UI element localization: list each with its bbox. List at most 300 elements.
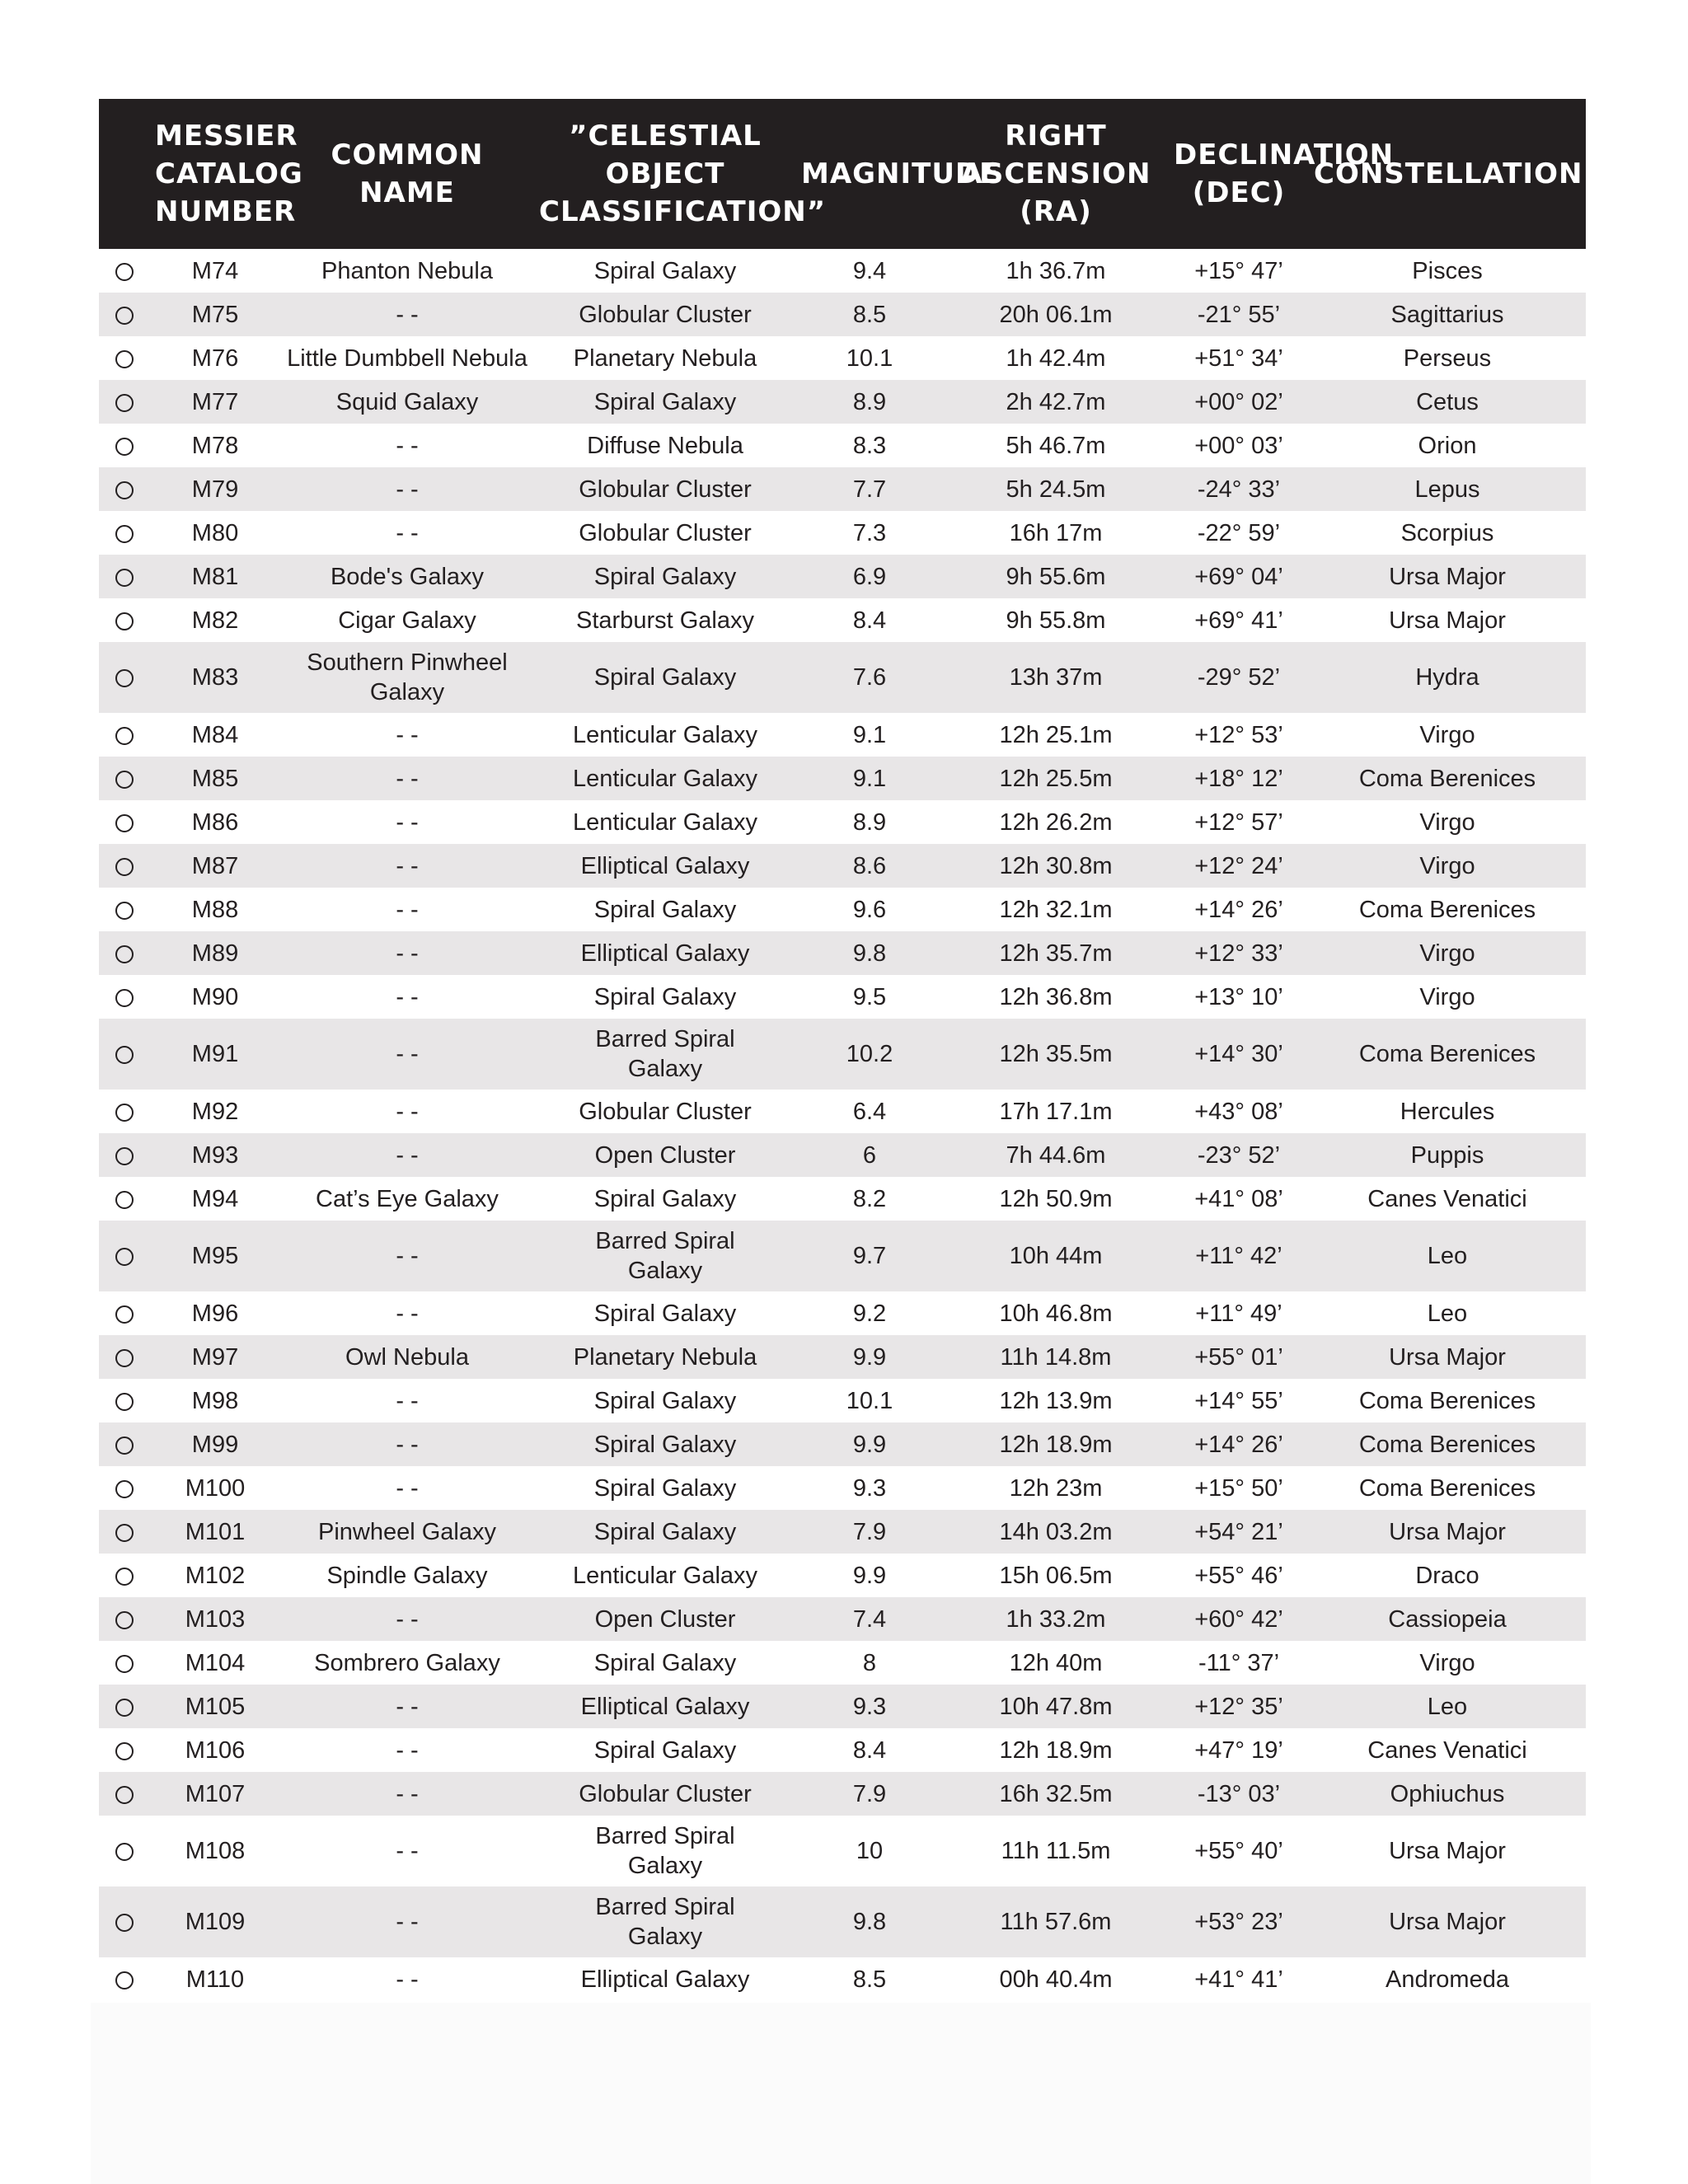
magnitude-cell: 9.3 — [852, 1693, 887, 1720]
messier-number-cell: M90 — [191, 983, 239, 1010]
right-ascension-cell: 12h 18.9m — [999, 1736, 1113, 1764]
messier-number-cell: M77 — [191, 388, 239, 415]
right-ascension-cell: 12h 13.9m — [999, 1387, 1113, 1414]
declination-cell: +15° 50’ — [1194, 1474, 1283, 1502]
observed-checkbox-icon[interactable] — [115, 1191, 134, 1209]
classification-cell: Barred Spiral Galaxy — [595, 1823, 735, 1879]
declination-cell: +69° 41’ — [1194, 607, 1283, 634]
declination-cell: +41° 41’ — [1194, 1966, 1283, 1993]
declination-cell: +14° 26’ — [1194, 1431, 1283, 1458]
right-ascension-cell: 14h 03.2m — [999, 1518, 1113, 1545]
checkbox-cell — [99, 1177, 150, 1221]
classification-cell: Spiral Galaxy — [593, 257, 737, 284]
table-row — [99, 844, 1586, 888]
messier-number-cell: M78 — [191, 432, 239, 459]
common-name-cell: - - — [396, 940, 419, 967]
declination-cell: -23° 52’ — [1197, 1141, 1281, 1169]
declination-cell: +14° 26’ — [1194, 896, 1283, 923]
common-name-cell: - - — [396, 1736, 419, 1764]
observed-checkbox-icon[interactable] — [115, 481, 134, 499]
common-name-cell: Cat’s Eye Galaxy — [316, 1185, 499, 1212]
table-row — [99, 1422, 1586, 1466]
classification-cell: Diffuse Nebula — [587, 432, 743, 459]
magnitude-cell: 6 — [862, 1141, 877, 1169]
messier-number-cell: M88 — [191, 896, 239, 923]
checkbox-cell — [99, 1597, 150, 1641]
messier-number-cell: M91 — [191, 1041, 239, 1067]
constellation-cell: Canes Venatici — [1367, 1736, 1527, 1764]
classification-cell: Lenticular Galaxy — [572, 808, 758, 836]
constellation-cell: Ursa Major — [1389, 1838, 1506, 1864]
constellation-cell: Cassiopeia — [1388, 1605, 1507, 1633]
magnitude-cell: 8.6 — [852, 852, 887, 879]
table-row — [99, 1641, 1586, 1685]
magnitude-cell: 9.4 — [852, 257, 887, 284]
observed-checkbox-icon[interactable] — [115, 1248, 134, 1266]
messier-number-cell: M93 — [191, 1141, 239, 1169]
table-row — [99, 336, 1586, 380]
messier-number-cell: M104 — [185, 1649, 246, 1676]
declination-cell: +18° 12’ — [1194, 765, 1283, 792]
observed-checkbox-icon[interactable] — [115, 1524, 134, 1542]
observed-checkbox-icon[interactable] — [115, 438, 134, 456]
checkbox-cell — [99, 1335, 150, 1379]
common-name-cell: - - — [396, 1041, 419, 1067]
header-constellation: CONSTELLATION — [1314, 157, 1583, 190]
constellation-cell: Coma Berenices — [1358, 1474, 1536, 1502]
declination-cell: +12° 33’ — [1194, 940, 1283, 967]
messier-number-cell: M100 — [185, 1474, 246, 1502]
constellation-cell: Cetus — [1416, 388, 1479, 415]
constellation-cell: Andromeda — [1386, 1966, 1509, 1993]
observed-checkbox-icon[interactable] — [115, 1971, 134, 1990]
magnitude-cell: 8 — [862, 1649, 877, 1676]
right-ascension-cell: 11h 57.6m — [1000, 1909, 1112, 1935]
declination-cell: +15° 47’ — [1194, 257, 1283, 284]
observed-checkbox-icon[interactable] — [115, 1147, 134, 1165]
magnitude-cell: 8.9 — [852, 808, 887, 836]
checkbox-cell — [99, 757, 150, 800]
right-ascension-cell: 12h 50.9m — [999, 1185, 1113, 1212]
checkbox-cell — [99, 1641, 150, 1685]
common-name-cell: - - — [396, 519, 419, 546]
constellation-cell: Coma Berenices — [1358, 1431, 1536, 1458]
declination-cell: +12° 24’ — [1194, 852, 1283, 879]
header-right-ascension: RIGHT ASCENSION (RA) — [960, 120, 1151, 228]
messier-number-cell: M79 — [191, 476, 239, 503]
table-row — [99, 1816, 1586, 1886]
declination-cell: +51° 34’ — [1194, 344, 1283, 372]
declination-cell: -11° 37’ — [1198, 1649, 1280, 1676]
common-name-cell: - - — [396, 1605, 419, 1633]
classification-cell: Elliptical Galaxy — [580, 1966, 750, 1993]
classification-cell: Elliptical Galaxy — [580, 852, 750, 879]
right-ascension-cell: 12h 32.1m — [999, 896, 1113, 923]
table-row — [99, 975, 1586, 1019]
page-footer-shade — [91, 2003, 1591, 2184]
magnitude-cell: 8.3 — [852, 432, 887, 459]
messier-number-cell: M108 — [185, 1838, 246, 1864]
right-ascension-cell: 12h 23m — [1009, 1474, 1103, 1502]
messier-number-cell: M110 — [185, 1966, 245, 1993]
header-common-name: COMMON NAME — [331, 138, 484, 209]
observed-checkbox-icon[interactable] — [115, 1480, 134, 1498]
common-name-cell: - - — [396, 1966, 419, 1993]
common-name-cell: - - — [396, 301, 419, 328]
classification-cell: Spiral Galaxy — [593, 1387, 737, 1414]
observed-checkbox-icon[interactable] — [115, 989, 134, 1007]
declination-cell: +12° 35’ — [1194, 1693, 1283, 1720]
magnitude-cell: 9.9 — [852, 1343, 887, 1371]
constellation-cell: Canes Venatici — [1367, 1185, 1527, 1212]
table-row — [99, 1886, 1586, 1957]
common-name-cell: - - — [396, 1909, 419, 1935]
right-ascension-cell: 9h 55.6m — [1006, 563, 1106, 590]
right-ascension-cell: 11h 11.5m — [1001, 1838, 1111, 1864]
magnitude-cell: 10.1 — [846, 1387, 893, 1414]
magnitude-cell: 8.4 — [852, 607, 887, 634]
common-name-cell: - - — [396, 476, 419, 503]
right-ascension-cell: 12h 40m — [1009, 1649, 1103, 1676]
observed-checkbox-icon[interactable] — [115, 1611, 134, 1629]
messier-number-cell: M106 — [185, 1736, 246, 1764]
declination-cell: +53° 23’ — [1194, 1909, 1283, 1935]
observed-checkbox-icon[interactable] — [115, 1786, 134, 1804]
observed-checkbox-icon[interactable] — [115, 263, 134, 281]
right-ascension-cell: 12h 25.1m — [999, 721, 1113, 748]
magnitude-cell: 8.2 — [852, 1185, 887, 1212]
messier-number-cell: M96 — [191, 1300, 239, 1327]
checkbox-cell — [99, 467, 150, 511]
messier-number-cell: M105 — [185, 1693, 246, 1720]
magnitude-cell: 7.9 — [852, 1780, 887, 1807]
checkbox-cell — [99, 336, 150, 380]
messier-number-cell: M107 — [185, 1780, 246, 1807]
right-ascension-cell: 1h 42.4m — [1006, 344, 1106, 372]
declination-cell: -13° 03’ — [1197, 1780, 1281, 1807]
right-ascension-cell: 5h 46.7m — [1006, 432, 1106, 459]
right-ascension-cell: 20h 06.1m — [999, 301, 1113, 328]
right-ascension-cell: 12h 26.2m — [999, 808, 1113, 836]
magnitude-cell: 9.5 — [852, 983, 887, 1010]
classification-cell: Spiral Galaxy — [593, 1736, 737, 1764]
table-row — [99, 1090, 1586, 1133]
declination-cell: +14° 55’ — [1194, 1387, 1283, 1414]
header-check — [99, 99, 150, 249]
declination-cell: +54° 21’ — [1194, 1518, 1283, 1545]
classification-cell: Globular Cluster — [579, 301, 752, 328]
checkbox-cell — [99, 1133, 150, 1177]
right-ascension-cell: 10h 46.8m — [999, 1300, 1113, 1327]
common-name-cell: Cigar Galaxy — [338, 607, 476, 634]
table-row — [99, 598, 1586, 642]
right-ascension-cell: 12h 25.5m — [999, 765, 1113, 792]
right-ascension-cell: 1h 36.7m — [1006, 257, 1106, 284]
classification-cell: Spiral Galaxy — [593, 1474, 737, 1502]
messier-number-cell: M102 — [185, 1562, 246, 1589]
observed-checkbox-icon[interactable] — [115, 1305, 134, 1324]
messier-number-cell: M101 — [185, 1518, 246, 1545]
classification-cell: Elliptical Galaxy — [580, 940, 750, 967]
observed-checkbox-icon[interactable] — [115, 1568, 134, 1586]
constellation-cell: Draco — [1415, 1562, 1479, 1589]
table-row — [99, 1597, 1586, 1641]
observed-checkbox-icon[interactable] — [115, 394, 134, 412]
checkbox-cell — [99, 1957, 150, 2001]
table-row — [99, 293, 1586, 336]
magnitude-cell: 9.2 — [852, 1300, 887, 1327]
right-ascension-cell: 13h 37m — [1009, 664, 1103, 691]
observed-checkbox-icon[interactable] — [115, 1655, 134, 1673]
constellation-cell: Perseus — [1403, 344, 1492, 372]
magnitude-cell: 10.2 — [846, 1041, 893, 1067]
classification-cell: Globular Cluster — [579, 1098, 752, 1125]
common-name-cell: Sombrero Galaxy — [314, 1649, 500, 1676]
common-name-cell: - - — [396, 1141, 419, 1169]
constellation-cell: Virgo — [1419, 1649, 1475, 1676]
observed-checkbox-icon[interactable] — [115, 1843, 134, 1861]
messier-number-cell: M80 — [191, 519, 239, 546]
right-ascension-cell: 17h 17.1m — [999, 1098, 1113, 1125]
observed-checkbox-icon[interactable] — [115, 1349, 134, 1367]
classification-cell: Planetary Nebula — [573, 344, 757, 372]
observed-checkbox-icon[interactable] — [115, 307, 134, 325]
observed-checkbox-icon[interactable] — [115, 612, 134, 630]
messier-number-cell: M95 — [191, 1243, 239, 1269]
magnitude-cell: 7.9 — [852, 1518, 887, 1545]
declination-cell: +41° 08’ — [1194, 1185, 1283, 1212]
common-name-cell: - - — [396, 896, 419, 923]
right-ascension-cell: 2h 42.7m — [1006, 388, 1106, 415]
classification-cell: Spiral Galaxy — [593, 1431, 737, 1458]
common-name-cell: - - — [396, 1300, 419, 1327]
messier-number-cell: M103 — [185, 1605, 246, 1633]
table-row — [99, 1133, 1586, 1177]
table-row — [99, 1957, 1586, 2001]
declination-cell: +00° 03’ — [1194, 432, 1283, 459]
classification-cell: Spiral Galaxy — [593, 563, 737, 590]
observed-checkbox-icon[interactable] — [115, 858, 134, 876]
constellation-cell: Lepus — [1414, 476, 1480, 503]
magnitude-cell: 6.9 — [852, 563, 887, 590]
common-name-cell: - - — [396, 721, 419, 748]
constellation-cell: Hydra — [1415, 664, 1479, 691]
messier-number-cell: M97 — [191, 1343, 239, 1371]
checkbox-cell — [99, 1772, 150, 1816]
declination-cell: +11° 42’ — [1195, 1243, 1282, 1269]
magnitude-cell: 8.5 — [852, 301, 887, 328]
constellation-cell: Leo — [1427, 1243, 1468, 1269]
table-row — [99, 713, 1586, 757]
right-ascension-cell: 12h 30.8m — [999, 852, 1113, 879]
constellation-cell: Ursa Major — [1389, 607, 1506, 634]
constellation-cell: Ursa Major — [1389, 1343, 1506, 1371]
observed-checkbox-icon[interactable] — [115, 1914, 134, 1932]
observed-checkbox-icon[interactable] — [115, 727, 134, 745]
classification-cell: Globular Cluster — [579, 519, 752, 546]
checkbox-cell — [99, 888, 150, 931]
messier-number-cell: M74 — [191, 257, 239, 284]
constellation-cell: Leo — [1427, 1693, 1468, 1720]
observed-checkbox-icon[interactable] — [115, 1699, 134, 1717]
classification-cell: Spiral Galaxy — [593, 983, 737, 1010]
declination-cell: -21° 55’ — [1197, 301, 1281, 328]
messier-number-cell: M85 — [191, 765, 239, 792]
observed-checkbox-icon[interactable] — [115, 669, 134, 687]
observed-checkbox-icon[interactable] — [115, 902, 134, 920]
right-ascension-cell: 1h 33.2m — [1006, 1605, 1106, 1633]
constellation-cell: Pisces — [1412, 257, 1483, 284]
classification-cell: Spiral Galaxy — [593, 1518, 737, 1545]
classification-cell: Spiral Galaxy — [593, 388, 737, 415]
observed-checkbox-icon[interactable] — [115, 350, 134, 368]
magnitude-cell: 10 — [856, 1838, 884, 1864]
magnitude-cell: 9.9 — [852, 1431, 887, 1458]
common-name-cell: Phanton Nebula — [321, 257, 493, 284]
observed-checkbox-icon[interactable] — [115, 945, 134, 963]
classification-cell: Open Cluster — [594, 1141, 736, 1169]
table-row — [99, 249, 1586, 293]
constellation-cell: Ursa Major — [1389, 563, 1506, 590]
messier-number-cell: M86 — [191, 808, 239, 836]
magnitude-cell: 7.6 — [852, 664, 887, 691]
magnitude-cell: 9.1 — [852, 721, 887, 748]
observed-checkbox-icon[interactable] — [115, 1436, 134, 1455]
checkbox-cell — [99, 1379, 150, 1422]
observed-checkbox-icon[interactable] — [115, 814, 134, 832]
observed-checkbox-icon[interactable] — [115, 569, 134, 587]
common-name-cell: - - — [396, 1098, 419, 1125]
header-classification: ”CELESTIAL OBJECT CLASSIFICATION” — [539, 120, 827, 228]
right-ascension-cell: 15h 06.5m — [999, 1562, 1113, 1589]
header-magnitude: MAGNITUDE — [801, 157, 1000, 190]
header-declination: DECLINATION (DEC) — [1174, 138, 1395, 209]
checkbox-cell — [99, 800, 150, 844]
observed-checkbox-icon[interactable] — [115, 771, 134, 789]
observed-checkbox-icon[interactable] — [115, 1742, 134, 1760]
common-name-cell: - - — [396, 852, 419, 879]
constellation-cell: Virgo — [1419, 808, 1475, 836]
table-header-row — [99, 99, 1586, 249]
common-name-cell: Bode's Galaxy — [330, 563, 485, 590]
constellation-cell: Sagittarius — [1390, 301, 1504, 328]
common-name-cell: - - — [396, 432, 419, 459]
table-row — [99, 555, 1586, 598]
table-row — [99, 1554, 1586, 1597]
checkbox-cell — [99, 844, 150, 888]
classification-cell: Globular Cluster — [579, 476, 752, 503]
magnitude-cell: 8.9 — [852, 388, 887, 415]
messier-number-cell: M76 — [191, 344, 239, 372]
constellation-cell: Virgo — [1419, 983, 1475, 1010]
table-row — [99, 1335, 1586, 1379]
right-ascension-cell: 12h 18.9m — [999, 1431, 1113, 1458]
checkbox-cell — [99, 1090, 150, 1133]
classification-cell: Spiral Galaxy — [593, 896, 737, 923]
constellation-cell: Hercules — [1400, 1098, 1495, 1125]
classification-cell: Lenticular Galaxy — [572, 765, 758, 792]
declination-cell: +14° 30’ — [1194, 1041, 1283, 1067]
right-ascension-cell: 00h 40.4m — [999, 1966, 1113, 1993]
right-ascension-cell: 16h 17m — [1009, 519, 1103, 546]
constellation-cell: Leo — [1427, 1300, 1468, 1327]
table-row — [99, 1685, 1586, 1728]
constellation-cell: Ursa Major — [1389, 1909, 1506, 1935]
right-ascension-cell: 7h 44.6m — [1006, 1141, 1106, 1169]
checkbox-cell — [99, 249, 150, 293]
messier-number-cell: M98 — [191, 1387, 239, 1414]
checkbox-cell — [99, 1291, 150, 1335]
right-ascension-cell: 12h 35.5m — [999, 1041, 1113, 1067]
table-row — [99, 888, 1586, 931]
common-name-cell: - - — [396, 983, 419, 1010]
observed-checkbox-icon[interactable] — [115, 525, 134, 543]
magnitude-cell: 9.9 — [852, 1562, 887, 1589]
table-row — [99, 1177, 1586, 1221]
table-row — [99, 467, 1586, 511]
constellation-cell: Coma Berenices — [1358, 1387, 1536, 1414]
constellation-cell: Ursa Major — [1389, 1518, 1506, 1545]
table-row — [99, 1291, 1586, 1335]
declination-cell: +12° 57’ — [1194, 808, 1283, 836]
magnitude-cell: 8.4 — [852, 1736, 887, 1764]
constellation-cell: Ophiuchus — [1390, 1780, 1505, 1807]
classification-cell: Spiral Galaxy — [593, 1300, 737, 1327]
messier-number-cell: M89 — [191, 940, 239, 967]
common-name-cell: Pinwheel Galaxy — [318, 1518, 496, 1545]
table-row — [99, 931, 1586, 975]
observed-checkbox-icon[interactable] — [115, 1046, 134, 1064]
messier-number-cell: M109 — [185, 1909, 246, 1935]
checkbox-cell — [99, 1554, 150, 1597]
declination-cell: +60° 42’ — [1194, 1605, 1283, 1633]
checkbox-cell — [99, 1019, 150, 1090]
observed-checkbox-icon[interactable] — [115, 1393, 134, 1411]
magnitude-cell: 7.3 — [852, 519, 887, 546]
constellation-cell: Puppis — [1410, 1141, 1484, 1169]
magnitude-cell: 9.7 — [852, 1243, 887, 1269]
declination-cell: +55° 40’ — [1194, 1838, 1283, 1864]
classification-cell: Elliptical Galaxy — [580, 1693, 750, 1720]
checkbox-cell — [99, 1816, 150, 1886]
right-ascension-cell: 12h 36.8m — [999, 983, 1113, 1010]
table-row — [99, 511, 1586, 555]
constellation-cell: Virgo — [1419, 721, 1475, 748]
common-name-cell: - - — [396, 1838, 419, 1864]
checkbox-cell — [99, 424, 150, 467]
classification-cell: Barred Spiral Galaxy — [595, 1894, 735, 1950]
common-name-cell: Little Dumbbell Nebula — [287, 344, 528, 372]
messier-table — [99, 99, 1586, 2001]
checkbox-cell — [99, 380, 150, 424]
checkbox-cell — [99, 555, 150, 598]
checkbox-cell — [99, 598, 150, 642]
declination-cell: -29° 52’ — [1197, 664, 1281, 691]
constellation-cell: Orion — [1418, 432, 1477, 459]
declination-cell: -24° 33’ — [1197, 476, 1281, 503]
classification-cell: Spiral Galaxy — [593, 1185, 737, 1212]
declination-cell: -22° 59’ — [1197, 519, 1281, 546]
checkbox-cell — [99, 1466, 150, 1510]
magnitude-cell: 10.1 — [846, 344, 893, 372]
messier-number-cell: M75 — [191, 301, 239, 328]
declination-cell: +69° 04’ — [1194, 563, 1283, 590]
table-row — [99, 1221, 1586, 1291]
right-ascension-cell: 12h 35.7m — [999, 940, 1113, 967]
magnitude-cell: 9.3 — [852, 1474, 887, 1502]
checkbox-cell — [99, 1886, 150, 1957]
observed-checkbox-icon[interactable] — [115, 1104, 134, 1122]
